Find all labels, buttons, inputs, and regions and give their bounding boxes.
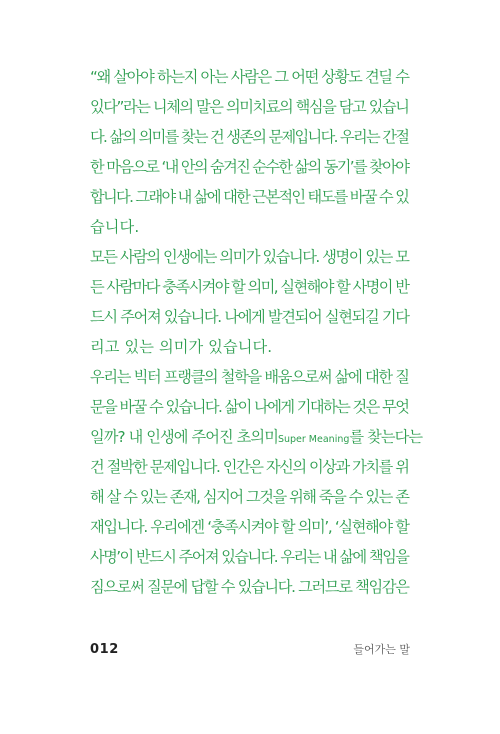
- body-line-with-super-meaning: [90, 427, 423, 450]
- body-line: 재입니다. 우리에겐 ‘충족시켜야 할 의미’, ‘실현해야 할: [90, 518, 409, 536]
- body-line: 드시 주어져 있습니다. 나에게 발견되어 실현되길 기다: [90, 308, 409, 326]
- body-line: “왜 살아야 하는지 아는 사람은 그 어떤 상황도 견딜 수: [90, 68, 409, 86]
- body-text: 를 찾는다는: [349, 428, 423, 446]
- body-line: 합니다. 그래야 내 삶에 대한 근본적인 태도를 바꿀 수 있: [90, 188, 409, 206]
- body-line: 사명’이 반드시 주어져 있습니다. 우리는 내 삶에 책임을: [90, 548, 409, 566]
- section-title: 들어가는 말: [353, 643, 410, 656]
- super-meaning-term: Super Meaning: [277, 434, 350, 445]
- body-line: 습니다.: [90, 218, 140, 236]
- body-line: 다. 삶의 의미를 찾는 건 생존의 문제입니다. 우리는 간절: [90, 128, 409, 146]
- body-line: 우리는 빅터 프랭클의 철학을 배움으로써 삶에 대한 질: [90, 368, 409, 386]
- body-line: 리고 있는 의미가 있습니다.: [90, 338, 273, 356]
- body-line: 모든 사람의 인생에는 의미가 있습니다. 생명이 있는 모: [90, 248, 409, 266]
- body-line: 든 사람마다 충족시켜야 할 의미, 실현해야 할 사명이 반: [90, 278, 409, 296]
- body-text: 일까? 내 인생에 주어진 초의미: [90, 428, 278, 446]
- body-line: 있다”라는 니체의 말은 의미치료의 핵심을 담고 있습니: [90, 98, 409, 116]
- body-line: 해 살 수 있는 존재, 심지어 그것을 위해 죽을 수 있는 존: [90, 488, 409, 506]
- body-line: 짐으로써 질문에 답할 수 있습니다. 그러므로 책임감은: [90, 578, 409, 596]
- page-number: 012: [90, 642, 119, 657]
- body-line: 건 절박한 문제입니다. 인간은 자신의 이상과 가치를 위: [90, 458, 409, 476]
- body-line: 한 마음으로 ‘내 안의 숨겨진 순수한 삶의 동기’를 찾아야: [90, 158, 409, 176]
- body-line: 문을 바꿀 수 있습니다. 삶이 나에게 기대하는 것은 무엇: [90, 398, 409, 416]
